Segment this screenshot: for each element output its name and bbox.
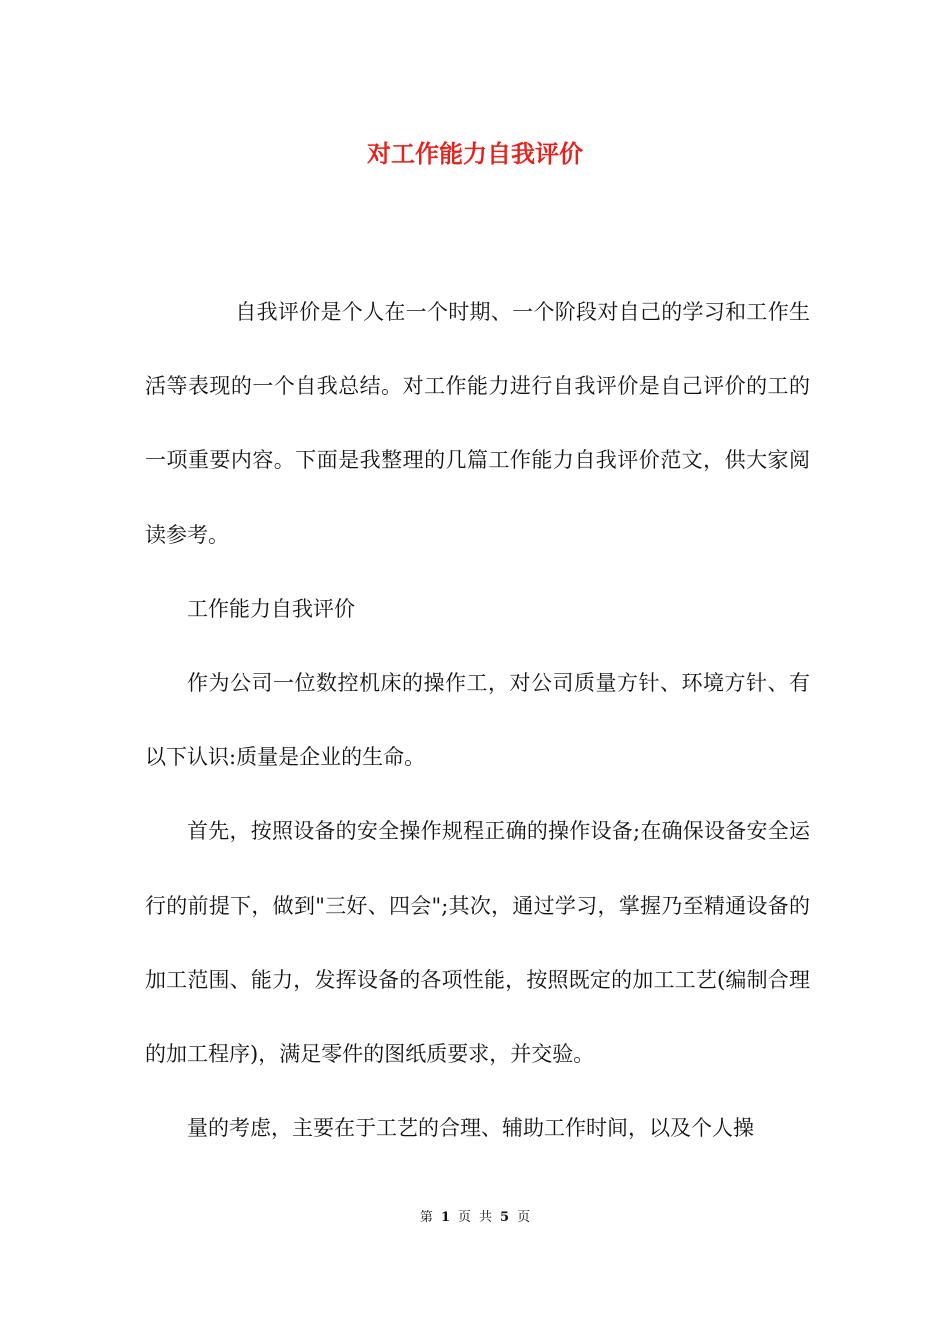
paragraph: 作为公司一位数控机床的操作工，对公司质量方针、环境方针、有以下认识:质量是企业的生命。 (145, 671, 810, 770)
page-unit: 页 (457, 1210, 471, 1225)
paragraph: 量的考虑，主要在于工艺的合理、辅助工作时间，以及个人操 (187, 1116, 754, 1141)
page-number: 1 (440, 1210, 450, 1225)
section-heading: 工作能力自我评价 (187, 596, 355, 621)
total-pages: 5 (500, 1210, 510, 1225)
document-title: 对工作能力自我评价 (367, 140, 583, 168)
document-body (145, 275, 810, 1165)
page-footer (0, 1208, 950, 1228)
total-label: 共 (479, 1210, 493, 1225)
paragraph-intro: 自我评价是个人在一个时期、一个阶段对自己的学习和工作生活等表现的一个自我总结。对工作能力进行自我评价是自己评价的工的一项重要内容。下面是我整理的几篇工作能力自我评价范文，供大家阅读参考。 (145, 300, 810, 547)
page-label: 第 (419, 1210, 433, 1225)
total-unit: 页 (517, 1210, 531, 1225)
paragraph: 首先，按照设备的安全操作规程正确的操作设备;在确保设备安全运行的前提下，做到"三好、四会";其次，通过学习，掌握乃至精通设备的加工范围、能力，发挥设备的各项性能，按照既定的加工工艺(编制合理的加工程序)，满足零件的图纸质要求，并交验。 (145, 819, 810, 1067)
